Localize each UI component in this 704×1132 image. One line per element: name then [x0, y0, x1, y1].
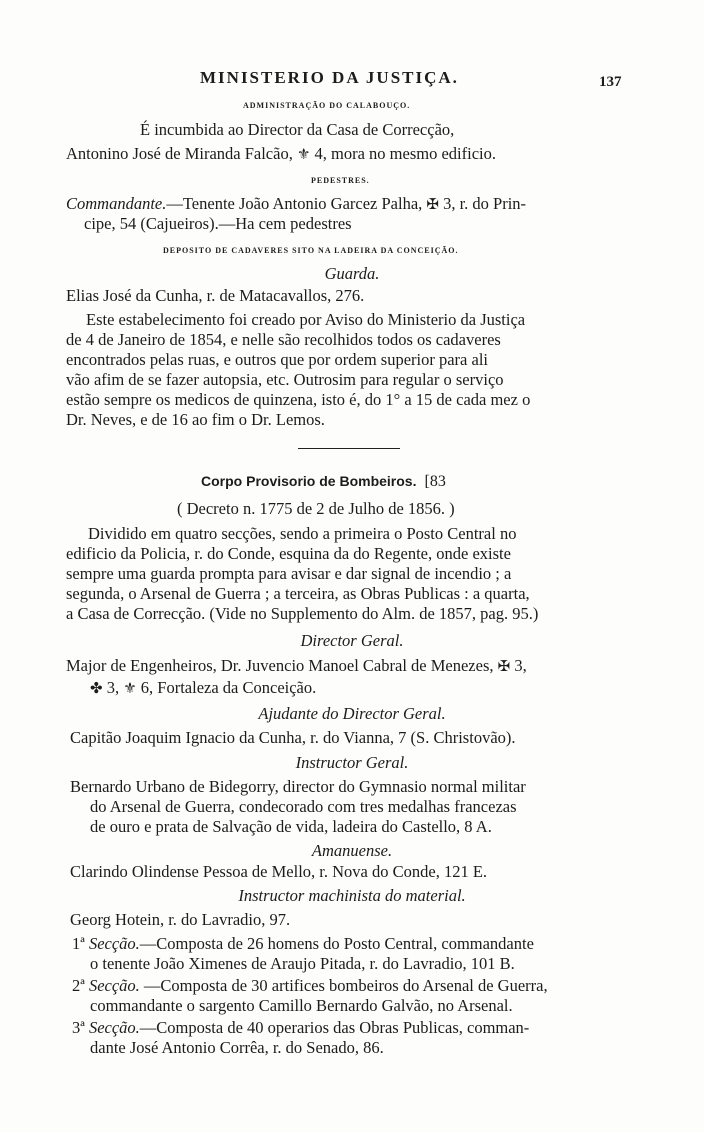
- calabouco-line-1: É incumbida ao Director da Casa de Correcção,: [140, 120, 455, 139]
- seccao-2-line-1: [0, 976, 704, 996]
- bombeiros-paragraph-line: edificio da Policia, r. do Conde, esquina da do Regente, onde existe: [66, 544, 511, 563]
- medal-insignia-icon: ✤: [90, 681, 103, 697]
- seccao-label: Secção.: [88, 976, 140, 995]
- bombeiros-paragraph-line: a Casa de Correcção. (Vide no Supplemento do Alm. de 1857, pag. 95.): [66, 604, 539, 623]
- deposito-paragraph-line: Este estabelecimento foi creado por Aviso do Ministerio da Justiça: [86, 310, 526, 329]
- deposito-paragraph-line: Dr. Neves, e de 16 ao fim o Dr. Lemos.: [66, 410, 325, 429]
- cross-insignia-icon: ✠: [497, 659, 511, 675]
- pedestres-line-1-end: 3, r. do Prin-: [438, 194, 527, 213]
- director-line-1-end: 3,: [510, 656, 527, 675]
- bombeiros-title-ref: [83: [424, 473, 446, 490]
- seccao-text: —Composta de 30 artifices bombeiros do Arsenal de Guerra,: [139, 976, 548, 995]
- machinista-role: Instructor machinista do material.: [238, 886, 466, 905]
- instructor-role: Instructor Geral.: [295, 753, 409, 772]
- seccao-label: Secção.: [88, 934, 140, 953]
- seccao-1-line-2: o tenente João Ximenes de Araujo Pitada, r. do Lavradio, 101 B.: [90, 954, 515, 973]
- machinista-person: Georg Hotein, r. do Lavradio, 97.: [70, 910, 291, 929]
- section-divider: [298, 448, 400, 449]
- deposito-paragraph-line: de 4 de Janeiro de 1854, e nelle são recolhidos todos os cadaveres: [66, 330, 501, 349]
- pedestres-role: Commandante.: [66, 194, 167, 213]
- bombeiros-paragraph-line: Dividido em quatro secções, sendo a primeira o Posto Central no: [88, 524, 517, 543]
- bombeiros-title-text: Corpo Provisorio de Bombeiros.: [201, 473, 417, 489]
- bombeiros-paragraph-line: segunda, o Arsenal de Guerra ; a terceira, as Obras Publicas : a quarta,: [66, 584, 530, 603]
- seccao-number: 1ª: [72, 934, 85, 953]
- director-line-1: [0, 656, 704, 677]
- pedestres-heading: PEDESTRES.: [311, 176, 370, 185]
- ajudante-role: Ajudante do Director Geral.: [258, 704, 446, 723]
- director-line-2-mid: 3,: [102, 678, 124, 697]
- director-line-1-text: Major de Engenheiros, Dr. Juvencio Manoel Cabral de Menezes,: [66, 656, 498, 675]
- seccao-3-line-1: [0, 1018, 704, 1038]
- instructor-line: Bernardo Urbano de Bidegorry, director do Gymnasio normal militar: [70, 777, 526, 796]
- seccao-1-line-1: [0, 934, 704, 954]
- bombeiros-title: [201, 473, 446, 491]
- instructor-line: do Arsenal de Guerra, condecorado com tres medalhas francezas: [90, 797, 517, 816]
- director-line-2: [0, 678, 704, 699]
- calabouco-line-2-text: Antonino José de Miranda Falcão,: [66, 144, 297, 163]
- seccao-number: 3ª: [72, 1018, 85, 1037]
- seccao-label: Secção.: [88, 1018, 140, 1037]
- instructor-line: de ouro e prata de Salvação de vida, ladeira do Castello, 8 A.: [90, 817, 492, 836]
- seccao-3-line-2: dante José Antonio Corrêa, r. do Senado, 86.: [90, 1038, 384, 1057]
- pedestres-line-1-text: —Tenente João Antonio Garcez Palha,: [166, 194, 427, 213]
- amanuense-person: Clarindo Olindense Pessoa de Mello, r. Nova do Conde, 121 E.: [70, 862, 488, 881]
- section-subtitle: ADMINISTRAÇÃO DO CALABOUÇO.: [243, 101, 411, 110]
- deposito-paragraph-line: estão sempre os medicos de quinzena, isto é, do 1° a 15 de cada mez o: [66, 390, 531, 409]
- deposito-paragraph-line: encontrados pelas ruas, e outros que por ordem superior para ali: [66, 350, 488, 369]
- pedestres-line-1: [0, 194, 704, 215]
- deposito-person: Elias José da Cunha, r. de Matacavallos, 276.: [66, 286, 365, 305]
- deposito-paragraph-line: vão afim de se fazer autopsia, etc. Outrosim para regular o serviço: [66, 370, 504, 389]
- deposito-heading: DEPOSITO DE CADAVERES SITO NA LADEIRA DA CONCEIÇÃO.: [163, 246, 459, 255]
- cross-insignia-icon: ✠: [426, 197, 439, 213]
- page-number: 137: [599, 74, 622, 90]
- bombeiros-paragraph-line: sempre uma guarda prompta para avisar e dar signal de incendio ; a: [66, 564, 512, 583]
- order-insignia-icon: ⚜: [296, 147, 311, 163]
- amanuense-role: Amanuense.: [311, 841, 393, 860]
- calabouco-line-2: [0, 144, 704, 165]
- director-line-2-end: 6, Fortaleza da Conceição.: [136, 678, 317, 697]
- page-title: MINISTERIO DA JUSTIÇA.: [200, 68, 459, 87]
- seccao-text: —Composta de 40 operarios das Obras Publicas, comman-: [139, 1018, 530, 1037]
- bombeiros-decree: ( Decreto n. 1775 de 2 de Julho de 1856. ): [177, 499, 455, 518]
- seccao-2-line-2: commandante o sargento Camillo Bernardo Galvão, no Arsenal.: [90, 996, 513, 1015]
- order-insignia-icon: ⚜: [123, 681, 137, 697]
- deposito-role: Guarda.: [324, 264, 380, 283]
- seccao-number: 2ª: [72, 976, 85, 995]
- ajudante-person: Capitão Joaquim Ignacio da Cunha, r. do Vianna, 7 (S. Christovão).: [70, 728, 516, 747]
- seccao-text: —Composta de 26 homens do Posto Central, commandante: [139, 934, 534, 953]
- pedestres-line-2: cipe, 54 (Cajueiros).—Ha cem pedestres: [84, 214, 352, 233]
- director-role: Director Geral.: [300, 631, 404, 650]
- calabouco-line-2-end: 4, mora no mesmo edificio.: [310, 144, 496, 163]
